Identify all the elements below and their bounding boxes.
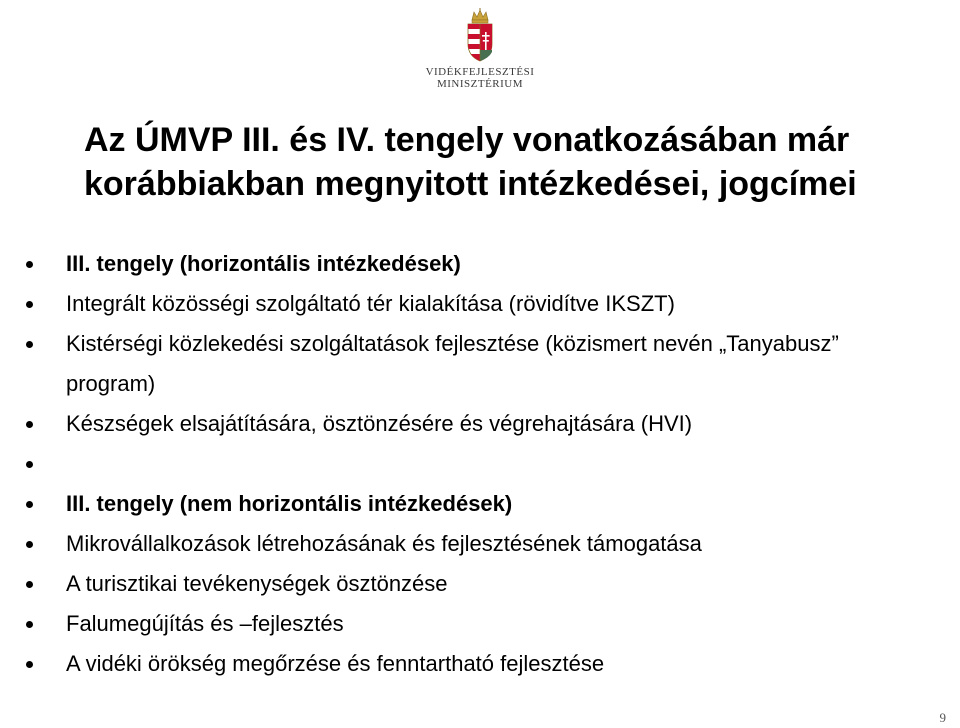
hungarian-coat-of-arms-icon xyxy=(465,8,495,62)
list-item-text: III. tengely (horizontális intézkedések) xyxy=(66,251,461,276)
list-item xyxy=(0,324,846,404)
bullet-dot-icon xyxy=(26,421,33,428)
list-item xyxy=(0,284,900,324)
list-item-text: III. tengely (nem horizontális intézkedések) xyxy=(66,491,513,516)
list-item xyxy=(0,244,900,284)
list-item xyxy=(0,444,900,484)
list-item xyxy=(0,564,900,604)
bullet-dot-icon xyxy=(26,501,33,508)
list-item-text: A turisztikai tevékenységek ösztönzése xyxy=(66,571,448,596)
list-item xyxy=(0,484,900,524)
bullet-dot-icon xyxy=(26,581,33,588)
logo-text-line2: MINISZTÉRIUM xyxy=(436,78,524,90)
slide-title: Az ÚMVP III. és IV. tengely vonatkozásában már korábbiakban megnyitott intézkedései, jogcímei xyxy=(84,121,857,203)
list-item-text: Kistérségi közlekedési szolgáltatások fejlesztése (közismert nevén „Tanyabusz” program) xyxy=(66,331,839,396)
bullet-dot-icon xyxy=(26,661,33,668)
bullet-dot-icon xyxy=(26,541,33,548)
list-item xyxy=(0,524,900,564)
page-number: 9 xyxy=(939,710,946,725)
bullet-dot-icon xyxy=(26,461,33,468)
list-item-text: Mikrovállalkozások létrehozásának és fejlesztésének támogatása xyxy=(66,531,702,556)
list-item-text: Készségek elsajátítására, ösztönzésére és végrehajtására (HVI) xyxy=(66,411,693,436)
list-item xyxy=(0,644,900,684)
bullet-list xyxy=(0,244,900,684)
bullet-dot-icon xyxy=(26,341,33,348)
bullet-dot-icon xyxy=(26,621,33,628)
bullet-dot-icon xyxy=(26,301,33,308)
list-item-text: Falumegújítás és –fejlesztés xyxy=(66,611,344,636)
list-item xyxy=(0,404,900,444)
ministry-logo xyxy=(420,8,540,98)
list-item-text: Integrált közösségi szolgáltató tér kialakítása (rövidítve IKSZT) xyxy=(66,291,675,316)
list-item xyxy=(0,604,900,644)
list-item-text: A vidéki örökség megőrzése és fenntartható fejlesztése xyxy=(66,651,605,676)
bullet-dot-icon xyxy=(26,261,33,268)
logo-text-line1: VIDÉKFEJLESZTÉSI xyxy=(425,66,535,78)
